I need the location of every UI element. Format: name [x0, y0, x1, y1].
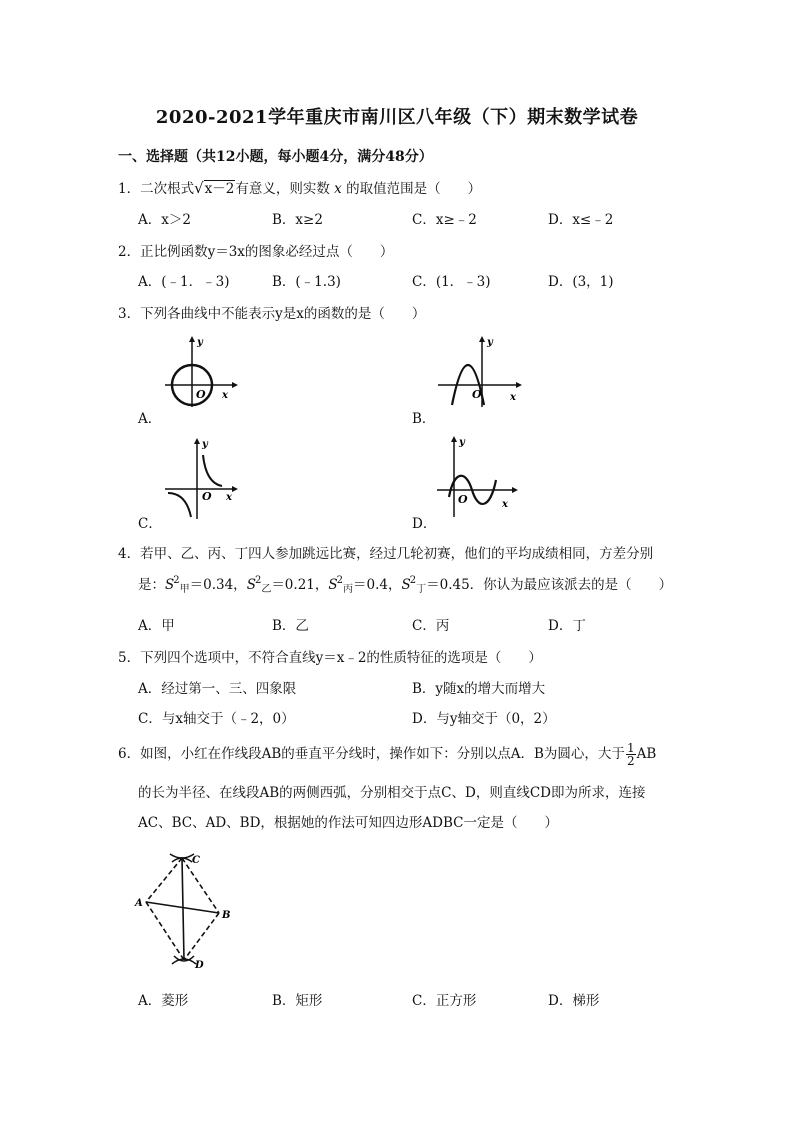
question-6-line1: 6．如图，小红在作线段AB的垂直平分线时，操作如下：分别以点A．B为圆心，大于 $\frac{1}{2}$ AB	[118, 741, 657, 768]
question-5-stem: 5．下列四个选项中，不符合直线y＝x﹣2的性质特征的选项是（ ）	[118, 650, 542, 666]
svg-text:y: y	[459, 437, 465, 448]
point-d-label: D	[195, 960, 204, 971]
question-6-option-b[interactable]: B．矩形	[272, 993, 323, 1009]
svg-text:y: y	[487, 337, 493, 348]
question-3-option-a[interactable]: A．	[138, 411, 162, 427]
question-3-option-b[interactable]: B．	[412, 411, 436, 427]
svg-text:O: O	[202, 490, 212, 503]
svg-text:y: y	[202, 439, 208, 450]
question-4-stem-line2: 是：$S^2_甲=0.34$，$S^2_乙=0.21$，$S^2_丙=0.4$，$S^2_丁=0.45$．你认为最应该派去的是（ ）	[138, 575, 673, 595]
question-1-option-a[interactable]: A．x＞2	[138, 212, 191, 228]
graph-c-hyperbola	[160, 437, 245, 522]
graph-a-x-label: x	[222, 390, 228, 401]
graph-b-parabola	[430, 335, 525, 410]
graph-a-circle	[160, 335, 240, 410]
question-1-option-c[interactable]: C．x≥﹣2	[412, 212, 477, 228]
question-1-option-b[interactable]: B．x≥2	[272, 212, 323, 228]
perpendicular-bisector-figure	[132, 840, 242, 975]
question-4-option-b[interactable]: B．乙	[272, 618, 309, 634]
question-4-option-d[interactable]: D．丁	[548, 618, 586, 634]
point-c-label: C	[192, 855, 200, 866]
question-5-option-c[interactable]: C．与x轴交于（﹣2，0）	[138, 711, 295, 727]
question-5-option-d[interactable]: D．与y轴交于（0，2）	[412, 711, 556, 727]
question-2-option-d[interactable]: D．(3，1)	[548, 274, 614, 290]
page-title: 2020-2021学年重庆市南川区八年级（下）期末数学试卷	[155, 107, 639, 128]
svg-text:x: x	[510, 392, 516, 403]
question-3-option-c[interactable]: C．	[138, 516, 162, 532]
svg-text:O: O	[458, 493, 468, 506]
question-1-stem: 1．二次根式√x－2有意义，则实数 x 的取值范围是（ ）	[118, 179, 482, 197]
radicand: x－2	[204, 181, 235, 197]
question-2-option-a[interactable]: A．(﹣1．﹣3)	[138, 274, 230, 290]
svg-text:O: O	[472, 388, 482, 401]
question-3-stem: 3．下列各曲线中不能表示y是x的函数的是（ ）	[118, 306, 426, 322]
question-6-option-c[interactable]: C．正方形	[412, 993, 477, 1009]
question-5-option-a[interactable]: A．经过第一、三、四象限	[138, 681, 297, 697]
question-4-stem-line1: 4．若甲、乙、丙、丁四人参加跳远比赛，经过几轮初赛，他们的平均成绩相同，方差分别	[118, 546, 654, 562]
point-a-label: A	[135, 898, 143, 909]
graph-d-wave	[432, 435, 522, 520]
graph-a-y-label: y	[197, 337, 203, 348]
question-6-line2: 的长为半径、在线段AB的两侧西弧，分别相交于点C、D，则直线CD即为所求，连接	[138, 785, 646, 801]
svg-text:x: x	[502, 499, 508, 510]
graph-a-origin: O	[196, 388, 206, 401]
question-2-option-c[interactable]: C．(1．﹣3)	[412, 274, 491, 290]
question-2-option-b[interactable]: B．(﹣1.3)	[272, 274, 341, 290]
question-6-option-d[interactable]: D．梯形	[548, 993, 600, 1009]
section-heading: 一、选择题（共12小题，每小题4分，满分48分）	[118, 149, 433, 165]
point-b-label: B	[222, 910, 231, 921]
question-3-option-d[interactable]: D．	[412, 516, 437, 532]
question-4-option-c[interactable]: C．丙	[412, 618, 450, 634]
question-1-option-d[interactable]: D．x≤﹣2	[548, 212, 614, 228]
svg-text:x: x	[226, 492, 232, 503]
fraction-one-half: $\frac{1}{2}$	[626, 741, 635, 768]
question-4-option-a[interactable]: A．甲	[138, 618, 175, 634]
question-6-option-a[interactable]: A．菱形	[138, 993, 189, 1009]
question-6-line3: AC、BC、AD、BD，根据她的作法可知四边形ADBC一定是（ ）	[138, 815, 558, 831]
question-2-stem: 2．正比例函数y＝3x的图象必经过点（ ）	[118, 244, 394, 260]
question-5-option-b[interactable]: B．y随x的增大而增大	[412, 681, 546, 697]
